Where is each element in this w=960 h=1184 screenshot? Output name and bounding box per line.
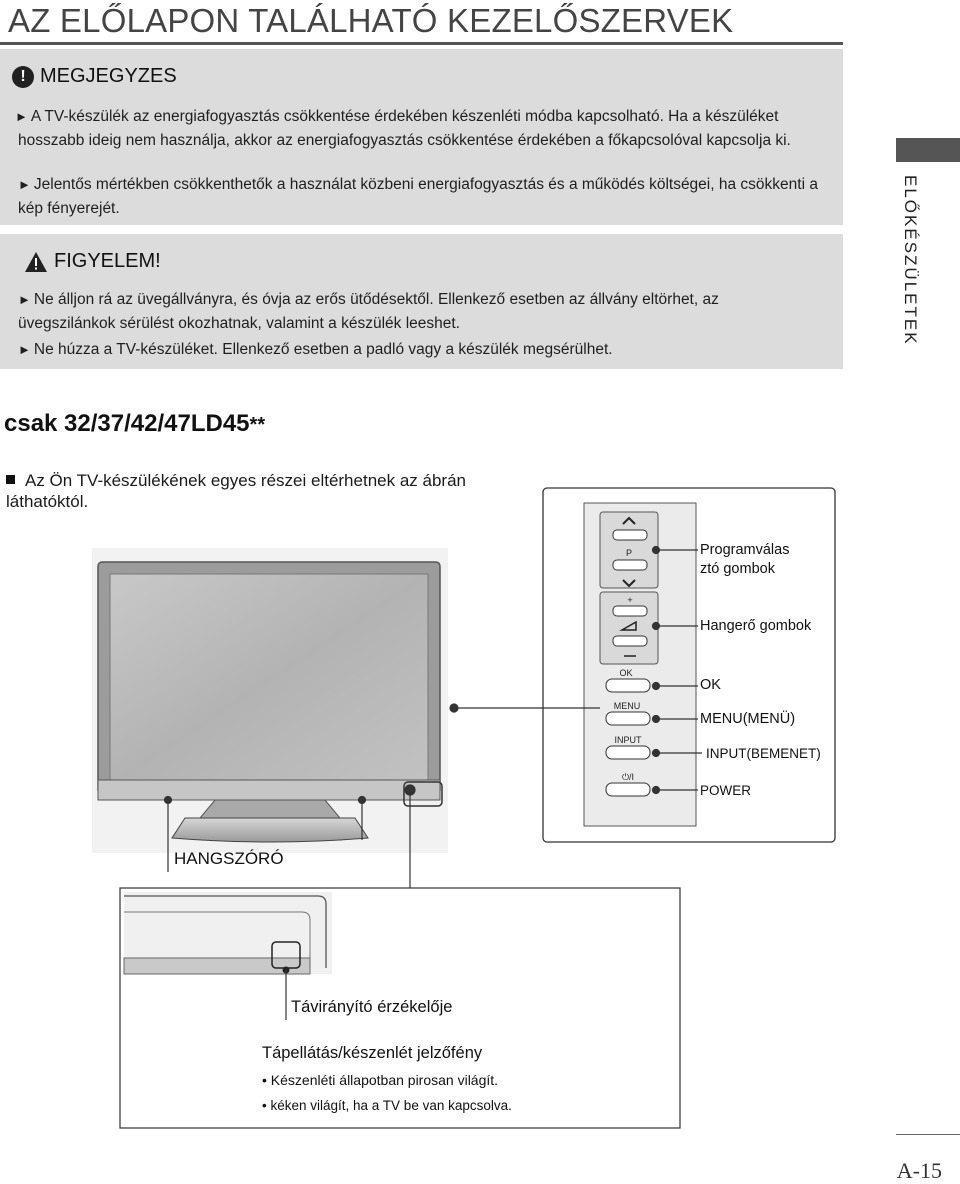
section-tab-label: ELŐKÉSZÜLETEK	[901, 175, 920, 346]
note-item: ► A TV-készülék az energiafogyasztás csökkentése érdekében készenléti módba kapcsolható. Ha a készüléket hosszabb ideig nem használja, akkor az energiafogyasztás csökkentése érdekében a főkapcsolóval kapcsolja ki.	[15, 108, 791, 149]
warning-heading	[24, 250, 161, 273]
page-number: A-15	[896, 1158, 942, 1183]
intro-bullet: Az Ön TV-készülékének egyes részei eltérhetnek az ábrán láthatóktól.	[6, 471, 466, 511]
button-mark: OK	[619, 668, 633, 678]
note-heading	[12, 65, 177, 88]
warning-item: ► Ne húzza a TV-készüléket. Ellenkező esetben a padló vagy a készülék megsérülhet.	[18, 341, 613, 358]
program-buttons-label: Programválas ztó gombok	[700, 542, 790, 577]
warning-triangle-icon	[24, 251, 48, 273]
note-item: ► Jelentős mértékben csökkenthetők a használat közbeni energiafogyasztás és a működés költségei, ha csökkenti a kép fényerejét.	[18, 176, 818, 217]
button-mark: INPUT	[614, 735, 642, 745]
power-label: POWER	[700, 783, 752, 798]
ok-label: OK	[700, 677, 721, 693]
volume-buttons-label: Hangerő gombok	[700, 618, 812, 634]
section-tab-marker	[896, 138, 960, 162]
button-mark: ⏻/I	[621, 772, 635, 782]
power-indicator-item: • kéken világít, ha a TV be van kapcsolva.	[262, 1098, 512, 1113]
button-mark: +	[627, 595, 633, 605]
exclamation-circle-icon: !	[12, 66, 34, 88]
note-heading-text: MEGJEGYZES	[40, 65, 177, 87]
tv-front	[92, 548, 448, 853]
button-mark: MENU	[613, 701, 641, 711]
arrow-right-icon: ►	[15, 109, 28, 124]
model-heading: csak 32/37/42/47LD45**	[4, 410, 266, 437]
warning-item: ► Ne álljon rá az üvegállványra, és óvja az erős ütődésektől. Ellenkező esetben az állvány eltörhet, az üvegszilánkok sérülést okozhatnak, valamint a készülék leeshet.	[18, 291, 719, 332]
remote-sensor-label: Távirányító érzékelője	[291, 998, 453, 1016]
button-mark: P	[625, 548, 633, 558]
power-indicator-heading: Tápellátás/készenlét jelzőfény	[262, 1044, 483, 1062]
arrow-right-icon: ►	[18, 177, 31, 192]
menu-label: MENU(MENÜ)	[700, 711, 796, 727]
arrow-right-icon: ►	[18, 292, 31, 307]
note-box	[0, 49, 843, 225]
warning-heading-text: FIGYELEM!	[54, 250, 161, 272]
input-label: INPUT(BEMENET)	[706, 746, 821, 761]
page-title: AZ ELŐLAPON TALÁLHATÓ KEZELŐSZERVEK	[8, 2, 734, 39]
speaker-label: HANGSZÓRÓ	[174, 849, 284, 868]
tv-illustration	[0, 480, 960, 1130]
power-indicator-item: • Készenléti állapotban pirosan világít.	[262, 1072, 499, 1088]
title-underline	[0, 42, 843, 45]
warning-box	[0, 234, 843, 369]
arrow-right-icon: ►	[18, 342, 31, 357]
footer-rule	[896, 1134, 960, 1135]
